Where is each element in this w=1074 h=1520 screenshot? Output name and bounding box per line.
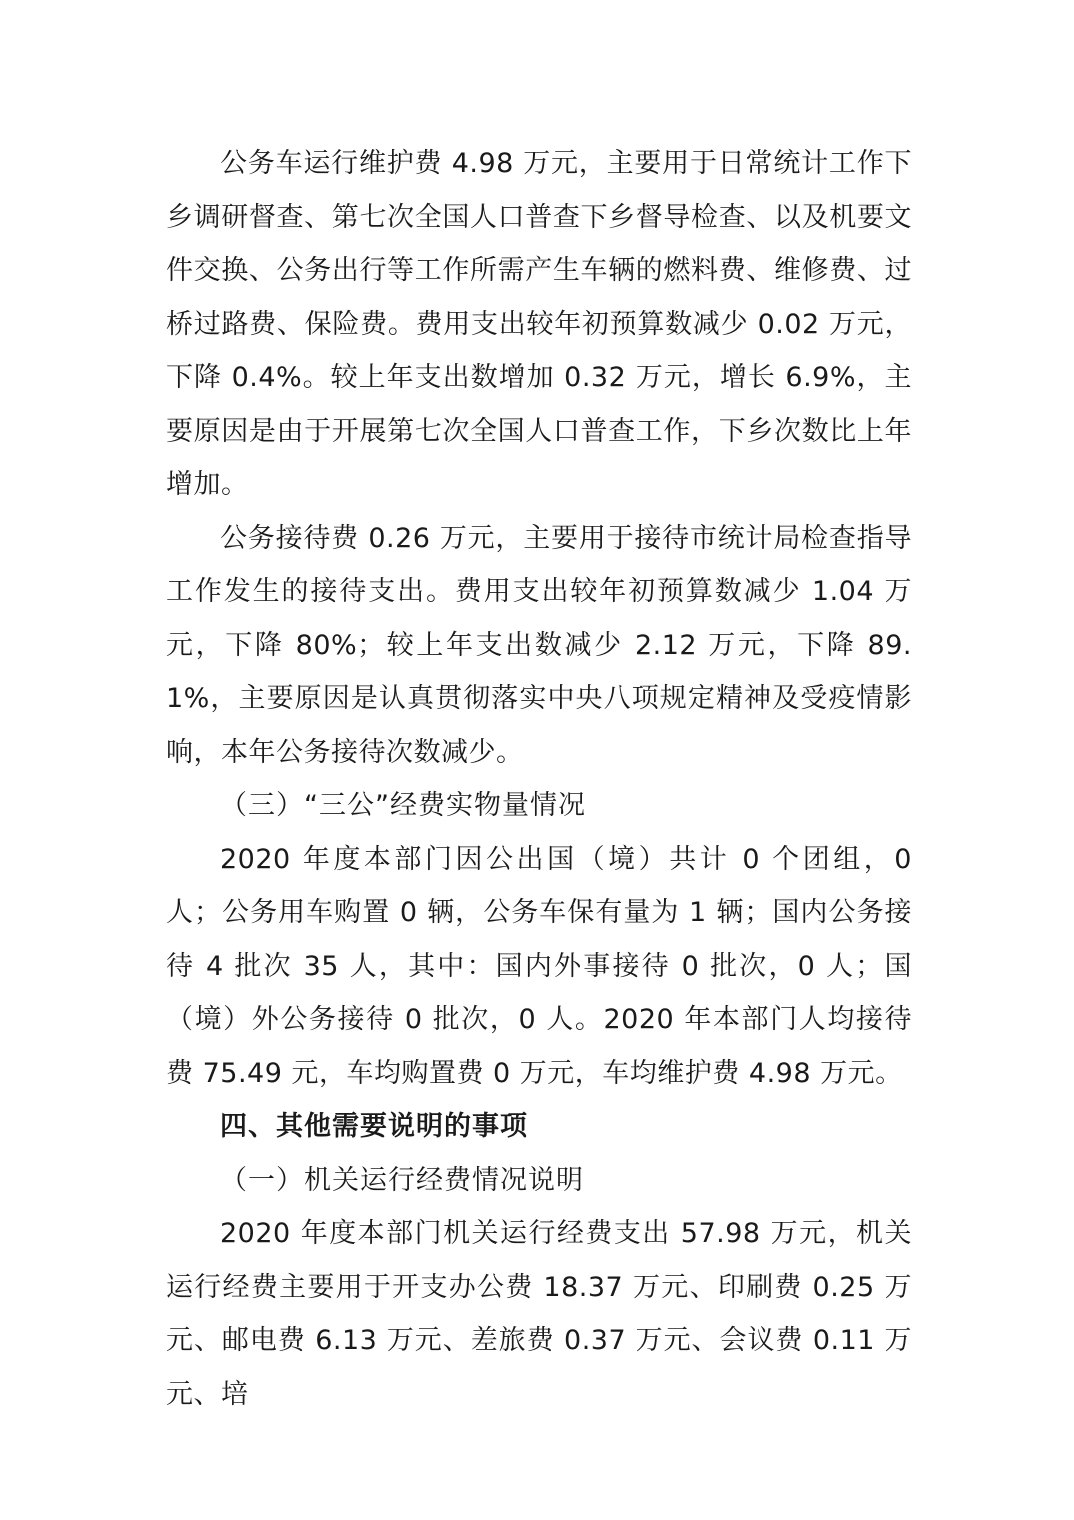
paragraph-operating-expenses: 2020 年度本部门机关运行经费支出 57.98 万元，机关运行经费主要用于开支办公费 18.37 万元、印刷费 0.25 万元、邮电费 6.13 万元、差旅费 0.37 万元、会议费 0.11 万元、培 xyxy=(166,1218,912,1410)
document-body xyxy=(166,137,912,1421)
paragraph-physical-quantity: 2020 年度本部门因公出国（境）共计 0 个团组，0 人；公务用车购置 0 辆，公务车保有量为 1 辆；国内公务接待 4 批次 35 人，其中：国内外事接待 0 批次，0 人；国（境）外公务接待 0 批次，0 人。2020 年本部门人均接待费 75.49 元，车均购置费 0 万元，车均维护费 4.98 万元。 xyxy=(166,843,912,1089)
paragraph-vehicle-maintenance: 公务车运行维护费 4.98 万元，主要用于日常统计工作下乡调研督查、第七次全国人口普查下乡督导检查、以及机要文件交换、公务出行等工作所需产生车辆的燃料费、维修费、过桥过路费、保险费。费用支出较年初预算数减少 0.02 万元，下降 0.4%。较上年支出数增加 0.32 万元，增长 6.9%，主要原因是由于开展第七次全国人口普查工作，下乡次数比上年增加。 xyxy=(166,148,912,500)
paragraph-reception: 公务接待费 0.26 万元，主要用于接待市统计局检查指导工作发生的接待支出。费用支出较年初预算数减少 1.04 万元，下降 80%；较上年支出数减少 2.12 万元，下降 89.1%，主要原因是认真贯彻落实中央八项规定精神及受疫情影响，本年公务接待次数减少。 xyxy=(166,522,912,768)
heading-section-four: 四、其他需要说明的事项 xyxy=(220,1111,528,1142)
heading-operating-expenses: （一）机关运行经费情况说明 xyxy=(220,1164,584,1196)
heading-three-public-quantity: （三）“三公”经费实物量情况 xyxy=(220,790,586,821)
